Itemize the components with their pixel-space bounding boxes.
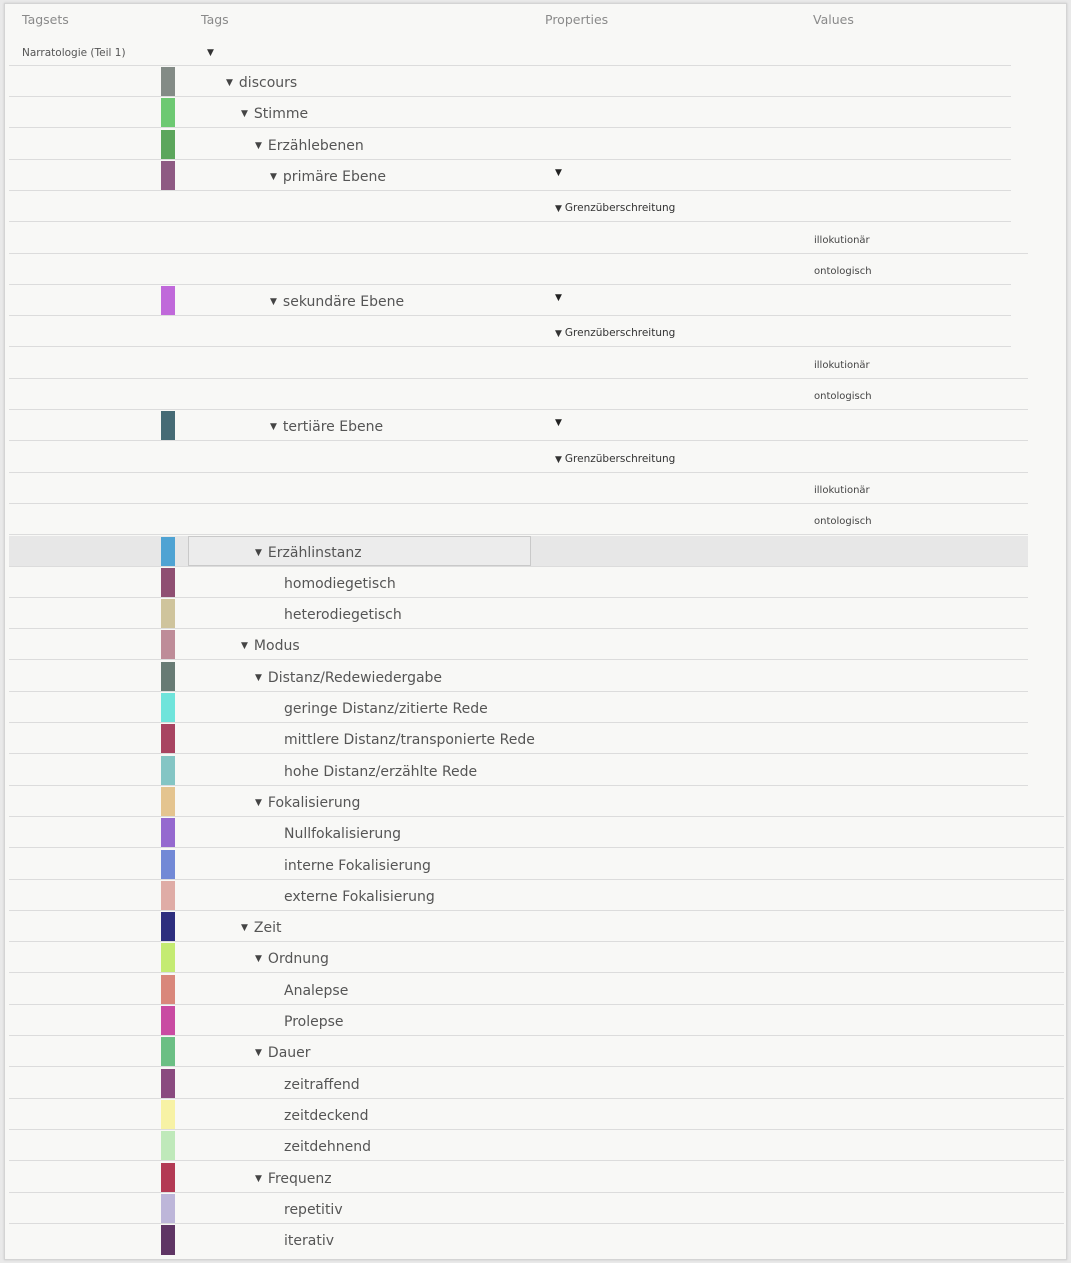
tag-row[interactable] — [9, 1130, 1064, 1161]
tag-row[interactable] — [9, 97, 1064, 128]
expand-triangle-icon[interactable]: ▼ — [555, 329, 562, 340]
tag-name: geringe Distanz/zitierte Rede — [284, 701, 488, 717]
tagset-name: Narratologie (Teil 1) — [22, 47, 126, 59]
tag-label[interactable] — [284, 1202, 343, 1218]
tag-color-swatch[interactable] — [161, 975, 175, 1005]
tag-row[interactable] — [9, 536, 1028, 567]
tag-row[interactable] — [9, 410, 1064, 441]
tag-color-swatch[interactable] — [161, 98, 175, 128]
tag-label[interactable] — [255, 138, 364, 154]
expand-triangle-icon[interactable]: ▼ — [241, 641, 248, 652]
tag-label[interactable] — [241, 106, 308, 122]
tag-label[interactable] — [284, 701, 488, 717]
tag-name: Nullfokalisierung — [284, 826, 402, 843]
tag-label[interactable] — [284, 1014, 344, 1030]
expand-triangle-icon[interactable]: ▼ — [255, 1048, 262, 1059]
tag-row[interactable] — [9, 1068, 1064, 1099]
tag-color-swatch[interactable] — [161, 724, 175, 754]
property-value[interactable]: illokutionär — [814, 484, 870, 496]
tag-color-swatch[interactable] — [161, 787, 175, 817]
tag-name: Zeit — [253, 920, 282, 937]
tag-row[interactable] — [9, 692, 1064, 723]
expand-triangle-icon[interactable]: ▼ — [270, 171, 277, 182]
value-row[interactable] — [9, 223, 1064, 254]
property-name: Grenzüberschreitung — [564, 202, 676, 215]
expand-triangle-icon[interactable]: ▼ — [270, 297, 277, 308]
values-column-header: Values — [813, 12, 854, 27]
tag-label[interactable] — [284, 1139, 371, 1155]
tag-label[interactable] — [255, 1045, 311, 1061]
expand-triangle-icon[interactable]: ▼ — [255, 547, 262, 558]
tag-label[interactable] — [255, 1171, 332, 1187]
tag-name: Frequenz — [267, 1170, 332, 1187]
tag-color-swatch[interactable] — [161, 881, 175, 911]
tag-row[interactable] — [9, 911, 1064, 942]
tag-name: Fokalisierung — [267, 794, 361, 811]
tagset-row[interactable] — [5, 38, 1066, 66]
property-value[interactable]: illokutionär — [814, 234, 870, 246]
tag-name: iterativ — [284, 1233, 334, 1250]
tag-row[interactable] — [9, 160, 1064, 191]
tag-label[interactable] — [255, 951, 329, 967]
tag-color-swatch[interactable] — [161, 1037, 175, 1067]
tag-row[interactable] — [9, 1224, 1064, 1255]
tag-label[interactable] — [284, 1233, 334, 1249]
value-row[interactable] — [9, 379, 1064, 410]
tag-color-swatch[interactable] — [161, 161, 175, 191]
tag-row[interactable] — [9, 817, 1064, 848]
tag-row[interactable] — [9, 942, 1064, 973]
tag-name: Distanz/Redewiedergabe — [267, 669, 443, 686]
tag-label[interactable] — [270, 294, 404, 310]
tag-color-swatch[interactable] — [161, 1006, 175, 1036]
tag-row[interactable] — [9, 129, 1064, 160]
tag-label[interactable] — [284, 764, 477, 780]
tag-row[interactable] — [9, 661, 1064, 692]
tag-row[interactable] — [9, 285, 1064, 316]
tag-row[interactable] — [9, 755, 1064, 786]
tag-name: zeitdeckend — [284, 1107, 369, 1124]
tag-label[interactable] — [284, 1108, 369, 1124]
property-name: Grenzüberschreitung — [564, 452, 676, 465]
property-row[interactable] — [9, 191, 1064, 222]
tag-name: externe Fokalisierung — [284, 888, 435, 905]
value-row[interactable] — [9, 348, 1064, 379]
property-label[interactable] — [555, 453, 675, 465]
tagset-expand-icon[interactable]: ▼ — [207, 48, 214, 58]
tag-name: Dauer — [267, 1045, 311, 1062]
tags-column-header: Tags — [201, 12, 229, 27]
tag-name: sekundäre Ebene — [282, 294, 405, 311]
tag-name: repetitiv — [284, 1201, 343, 1218]
tag-color-swatch[interactable] — [161, 693, 175, 723]
property-value[interactable]: ontologisch — [814, 265, 872, 277]
tag-row[interactable] — [9, 974, 1064, 1005]
tag-row[interactable] — [9, 1193, 1064, 1224]
value-row[interactable] — [9, 504, 1064, 535]
tag-color-swatch[interactable] — [161, 756, 175, 786]
tag-color-swatch[interactable] — [161, 599, 175, 629]
tag-row[interactable] — [9, 1099, 1064, 1130]
properties-column-header: Properties — [545, 12, 609, 27]
tag-row[interactable] — [9, 598, 1064, 629]
tag-color-swatch[interactable] — [161, 411, 175, 441]
tag-name: Modus — [253, 638, 300, 655]
expand-triangle-icon[interactable]: ▼ — [255, 797, 262, 808]
expand-triangle-icon[interactable]: ▼ — [255, 954, 262, 965]
property-row[interactable] — [9, 316, 1064, 347]
tag-label[interactable] — [255, 795, 360, 811]
tag-label[interactable] — [284, 607, 402, 623]
properties-expand-icon[interactable]: ▼ — [555, 167, 562, 178]
value-row[interactable] — [9, 254, 1064, 285]
expand-triangle-icon[interactable]: ▼ — [241, 923, 248, 934]
tag-row[interactable] — [9, 1005, 1064, 1036]
property-row[interactable] — [9, 442, 1064, 473]
tagsets-column-header: Tagsets — [22, 12, 69, 27]
properties-expand-icon[interactable]: ▼ — [555, 293, 562, 304]
property-name: Grenzüberschreitung — [564, 327, 676, 340]
property-value[interactable]: ontologisch — [814, 516, 872, 528]
tag-label[interactable] — [255, 545, 362, 561]
tag-color-swatch[interactable] — [161, 568, 175, 598]
tag-label[interactable] — [284, 826, 401, 842]
tag-label[interactable] — [284, 889, 435, 905]
tag-color-swatch[interactable] — [161, 1225, 175, 1255]
column-header — [5, 4, 1066, 34]
tag-label[interactable] — [284, 983, 348, 999]
value-row[interactable] — [9, 473, 1064, 504]
tag-name: hohe Distanz/erzählte Rede — [284, 763, 478, 780]
tag-color-swatch[interactable] — [161, 67, 175, 97]
expand-triangle-icon[interactable]: ▼ — [255, 140, 262, 151]
tag-label[interactable] — [284, 732, 535, 748]
tag-row[interactable] — [9, 1162, 1064, 1193]
tag-name: primäre Ebene — [282, 168, 387, 185]
tag-color-swatch[interactable] — [161, 286, 175, 316]
tag-color-swatch[interactable] — [161, 1131, 175, 1161]
tag-color-swatch[interactable] — [161, 1069, 175, 1099]
tag-color-swatch[interactable] — [161, 943, 175, 973]
tag-label[interactable] — [241, 920, 282, 936]
tag-name: tertiäre Ebene — [282, 419, 384, 436]
property-value[interactable]: illokutionär — [814, 359, 870, 371]
tag-row[interactable] — [9, 1036, 1064, 1067]
tag-manager-panel — [4, 3, 1067, 1260]
tag-color-swatch[interactable] — [161, 537, 175, 567]
tag-name: Erzählinstanz — [267, 544, 362, 561]
tag-label[interactable] — [270, 169, 386, 185]
tag-label[interactable] — [284, 858, 431, 874]
tag-row[interactable] — [9, 849, 1064, 880]
tag-row[interactable] — [9, 880, 1064, 911]
tag-row[interactable] — [9, 786, 1064, 817]
tag-label[interactable] — [226, 75, 297, 91]
tag-color-swatch[interactable] — [161, 912, 175, 942]
tag-label[interactable] — [284, 576, 396, 592]
expand-triangle-icon[interactable]: ▼ — [555, 454, 562, 465]
expand-triangle-icon[interactable]: ▼ — [555, 204, 562, 215]
property-value[interactable]: ontologisch — [814, 391, 872, 402]
expand-triangle-icon[interactable]: ▼ — [255, 1173, 262, 1184]
expand-triangle-icon[interactable]: ▼ — [226, 78, 233, 88]
tag-row[interactable] — [9, 629, 1064, 660]
tag-name: zeitdehnend — [284, 1139, 371, 1156]
tag-row[interactable] — [9, 723, 1064, 754]
tag-label[interactable] — [284, 1077, 360, 1093]
tag-name: Analepse — [284, 982, 349, 999]
tag-color-swatch[interactable] — [161, 1194, 175, 1224]
tag-color-swatch[interactable] — [161, 630, 175, 660]
properties-expand-icon[interactable]: ▼ — [555, 418, 562, 429]
tag-name: Erzählebenen — [267, 137, 364, 154]
tag-row[interactable] — [9, 66, 1064, 97]
tag-name: homodiegetisch — [284, 575, 396, 592]
tag-label[interactable] — [241, 638, 300, 654]
tag-name: interne Fokalisierung — [284, 857, 431, 874]
tag-name: Prolepse — [284, 1014, 344, 1030]
tag-row[interactable] — [9, 567, 1064, 598]
tag-name: mittlere Distanz/transponierte Rede — [284, 732, 535, 749]
property-label[interactable] — [555, 327, 675, 339]
tag-color-swatch[interactable] — [161, 850, 175, 880]
tag-color-swatch[interactable] — [161, 1163, 175, 1193]
tag-name: heterodiegetisch — [284, 607, 402, 624]
tag-color-swatch[interactable] — [161, 662, 175, 692]
tag-color-swatch[interactable] — [161, 1100, 175, 1130]
property-label[interactable] — [555, 202, 675, 214]
tag-color-swatch[interactable] — [161, 818, 175, 848]
tag-label[interactable] — [270, 419, 383, 435]
tag-label[interactable] — [255, 670, 442, 686]
tag-name: zeitraffend — [284, 1076, 360, 1093]
expand-triangle-icon[interactable]: ▼ — [255, 672, 262, 683]
tag-name: discours — [238, 75, 298, 91]
expand-triangle-icon[interactable]: ▼ — [241, 109, 248, 120]
expand-triangle-icon[interactable]: ▼ — [270, 422, 277, 433]
tag-name: Stimme — [253, 106, 309, 123]
tag-name: Ordnung — [267, 951, 329, 968]
tag-color-swatch[interactable] — [161, 130, 175, 160]
